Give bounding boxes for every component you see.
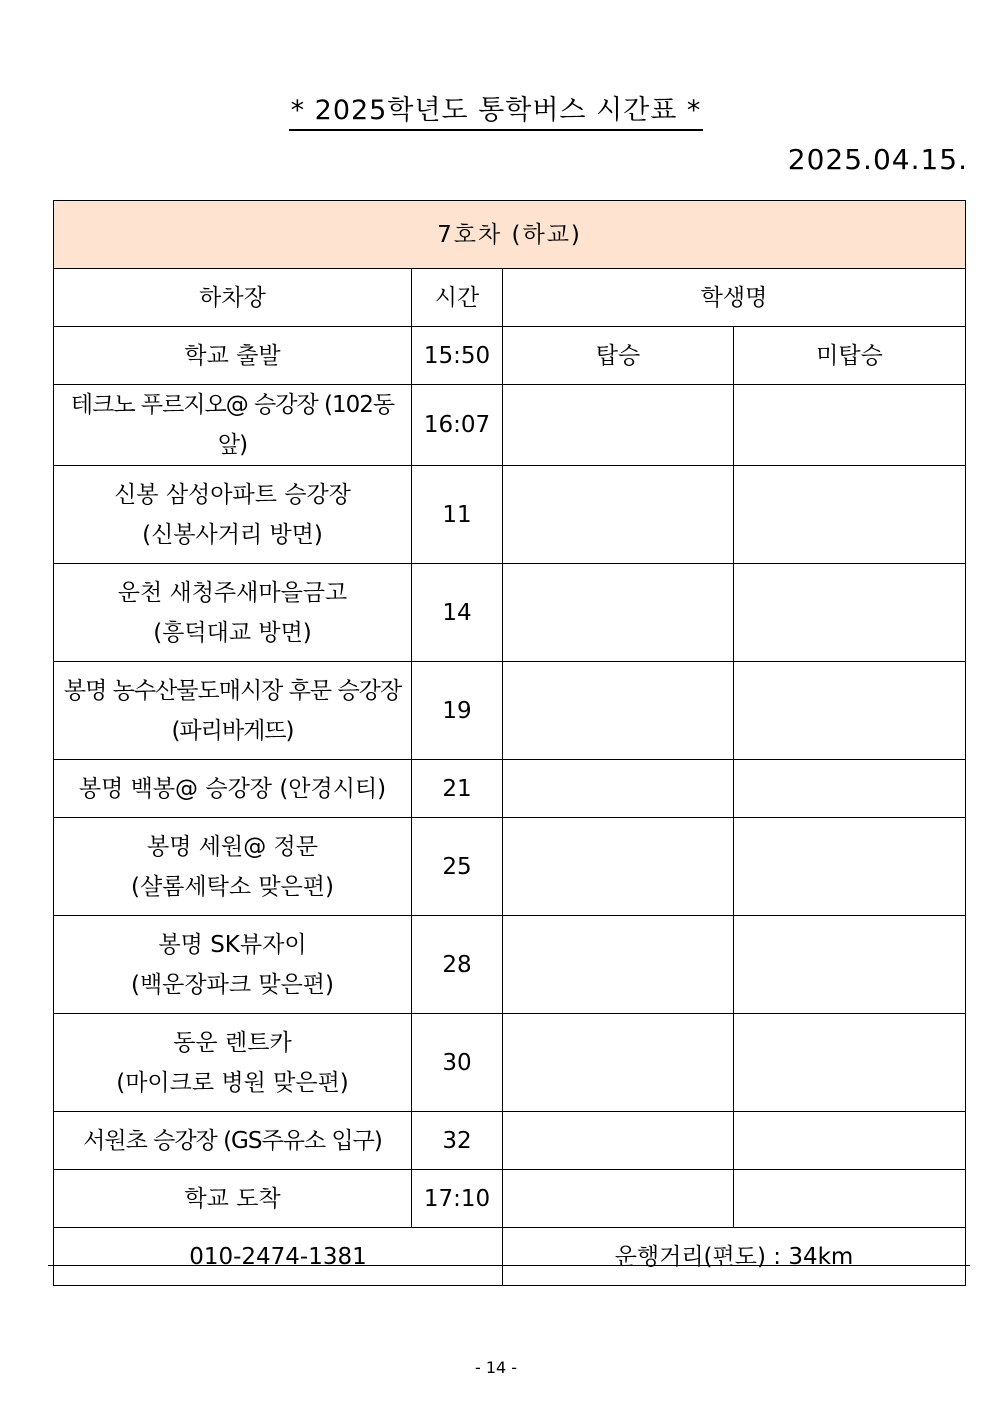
boarded-cell[interactable] <box>503 466 734 564</box>
col-header-time: 시간 <box>412 269 503 327</box>
stop-name-line1: 신봉 삼성아파트 승강장 <box>114 481 351 508</box>
not-boarded-cell[interactable] <box>734 1170 966 1228</box>
footer-row <box>54 1228 966 1286</box>
stop-name <box>54 760 412 818</box>
subheader-boarded: 탑승 <box>503 327 734 385</box>
stop-name <box>54 818 412 916</box>
stop-name-line2: (흥덕대교 방면) <box>153 619 312 646</box>
boarded-cell[interactable] <box>503 1170 734 1228</box>
stop-name-line1: 봉명 농수산물도매시장 후문 승강장 <box>63 677 402 704</box>
stop-name <box>54 662 412 760</box>
stop-name-line2: (백운장파크 맞은편) <box>130 971 334 998</box>
stop-name-line1: 봉명 SK뷰자이 <box>158 931 307 958</box>
table-row <box>54 760 966 818</box>
stop-name-line1: 봉명 세원@ 정문 <box>147 833 318 860</box>
stop-name <box>54 1112 412 1170</box>
stop-name-line2: (신봉사거리 방면) <box>142 521 323 548</box>
table-row-end <box>54 1170 966 1228</box>
stop-time: 15:50 <box>412 327 503 385</box>
stop-time: 17:10 <box>412 1170 503 1228</box>
boarded-cell[interactable] <box>503 818 734 916</box>
stop-name: 학교 출발 <box>54 327 412 385</box>
boarded-cell[interactable] <box>503 662 734 760</box>
stop-name <box>54 466 412 564</box>
not-boarded-cell[interactable] <box>734 1112 966 1170</box>
stop-time: 25 <box>412 818 503 916</box>
not-boarded-cell[interactable] <box>734 916 966 1014</box>
stop-time: 30 <box>412 1014 503 1112</box>
boarded-cell[interactable] <box>503 760 734 818</box>
stop-time: 11 <box>412 466 503 564</box>
schedule-table <box>53 200 966 1286</box>
page-title <box>0 88 992 127</box>
not-boarded-cell[interactable] <box>734 1014 966 1112</box>
table-row <box>54 385 966 466</box>
not-boarded-cell[interactable] <box>734 466 966 564</box>
table-row <box>54 564 966 662</box>
route-header-row <box>54 201 966 269</box>
route-title: 7호차 (하교) <box>54 201 966 269</box>
stop-time: 19 <box>412 662 503 760</box>
not-boarded-cell[interactable] <box>734 385 966 466</box>
not-boarded-cell[interactable] <box>734 760 966 818</box>
stop-time: 21 <box>412 760 503 818</box>
page-number: - 14 - <box>474 1358 518 1377</box>
boarded-cell[interactable] <box>503 1112 734 1170</box>
stop-name-line1: 서원초 승강장 (GS주유소 입구) <box>83 1127 382 1154</box>
date: 2025.04.15. <box>787 143 968 176</box>
table-row <box>54 916 966 1014</box>
table-row <box>54 466 966 564</box>
stop-time: 16:07 <box>412 385 503 466</box>
route-distance: 운행거리(편도) : 34km <box>503 1228 966 1286</box>
stop-name <box>54 1014 412 1112</box>
stop-name <box>54 564 412 662</box>
boarded-cell[interactable] <box>503 564 734 662</box>
title-text: * 2025학년도 통학버스 시간표 * <box>289 95 704 131</box>
table-row <box>54 818 966 916</box>
contact-phone: 010-2474-1381 <box>54 1228 503 1286</box>
table-row <box>54 1112 966 1170</box>
stop-name-line2: (파리바게뜨) <box>171 717 294 744</box>
stop-name-line2: (마이크로 병원 맞은편) <box>116 1069 349 1096</box>
stop-name <box>54 385 412 466</box>
table-row <box>54 1014 966 1112</box>
col-header-stop: 하차장 <box>54 269 412 327</box>
not-boarded-cell[interactable] <box>734 662 966 760</box>
stop-time: 14 <box>412 564 503 662</box>
footer-divider <box>48 1265 970 1266</box>
not-boarded-cell[interactable] <box>734 818 966 916</box>
stop-name: 학교 도착 <box>54 1170 412 1228</box>
not-boarded-cell[interactable] <box>734 564 966 662</box>
subheader-not-boarded: 미탑승 <box>734 327 966 385</box>
stop-name-line1: 봉명 백봉@ 승강장 (안경시티) <box>78 775 387 802</box>
stop-time: 32 <box>412 1112 503 1170</box>
boarded-cell[interactable] <box>503 1014 734 1112</box>
table-row-start <box>54 327 966 385</box>
stop-name-line2: (샬롬세탁소 맞은편) <box>130 873 334 900</box>
stop-name <box>54 916 412 1014</box>
stop-time: 28 <box>412 916 503 1014</box>
stop-name-line1: 동운 렌트카 <box>173 1029 292 1056</box>
column-header-row <box>54 269 966 327</box>
boarded-cell[interactable] <box>503 916 734 1014</box>
stop-name-line1: 운천 새청주새마을금고 <box>117 579 348 606</box>
stop-name-line1: 테크노 푸르지오@ 승강장 (102동 앞) <box>70 392 395 458</box>
table-row <box>54 662 966 760</box>
col-header-students: 학생명 <box>503 269 966 327</box>
boarded-cell[interactable] <box>503 385 734 466</box>
